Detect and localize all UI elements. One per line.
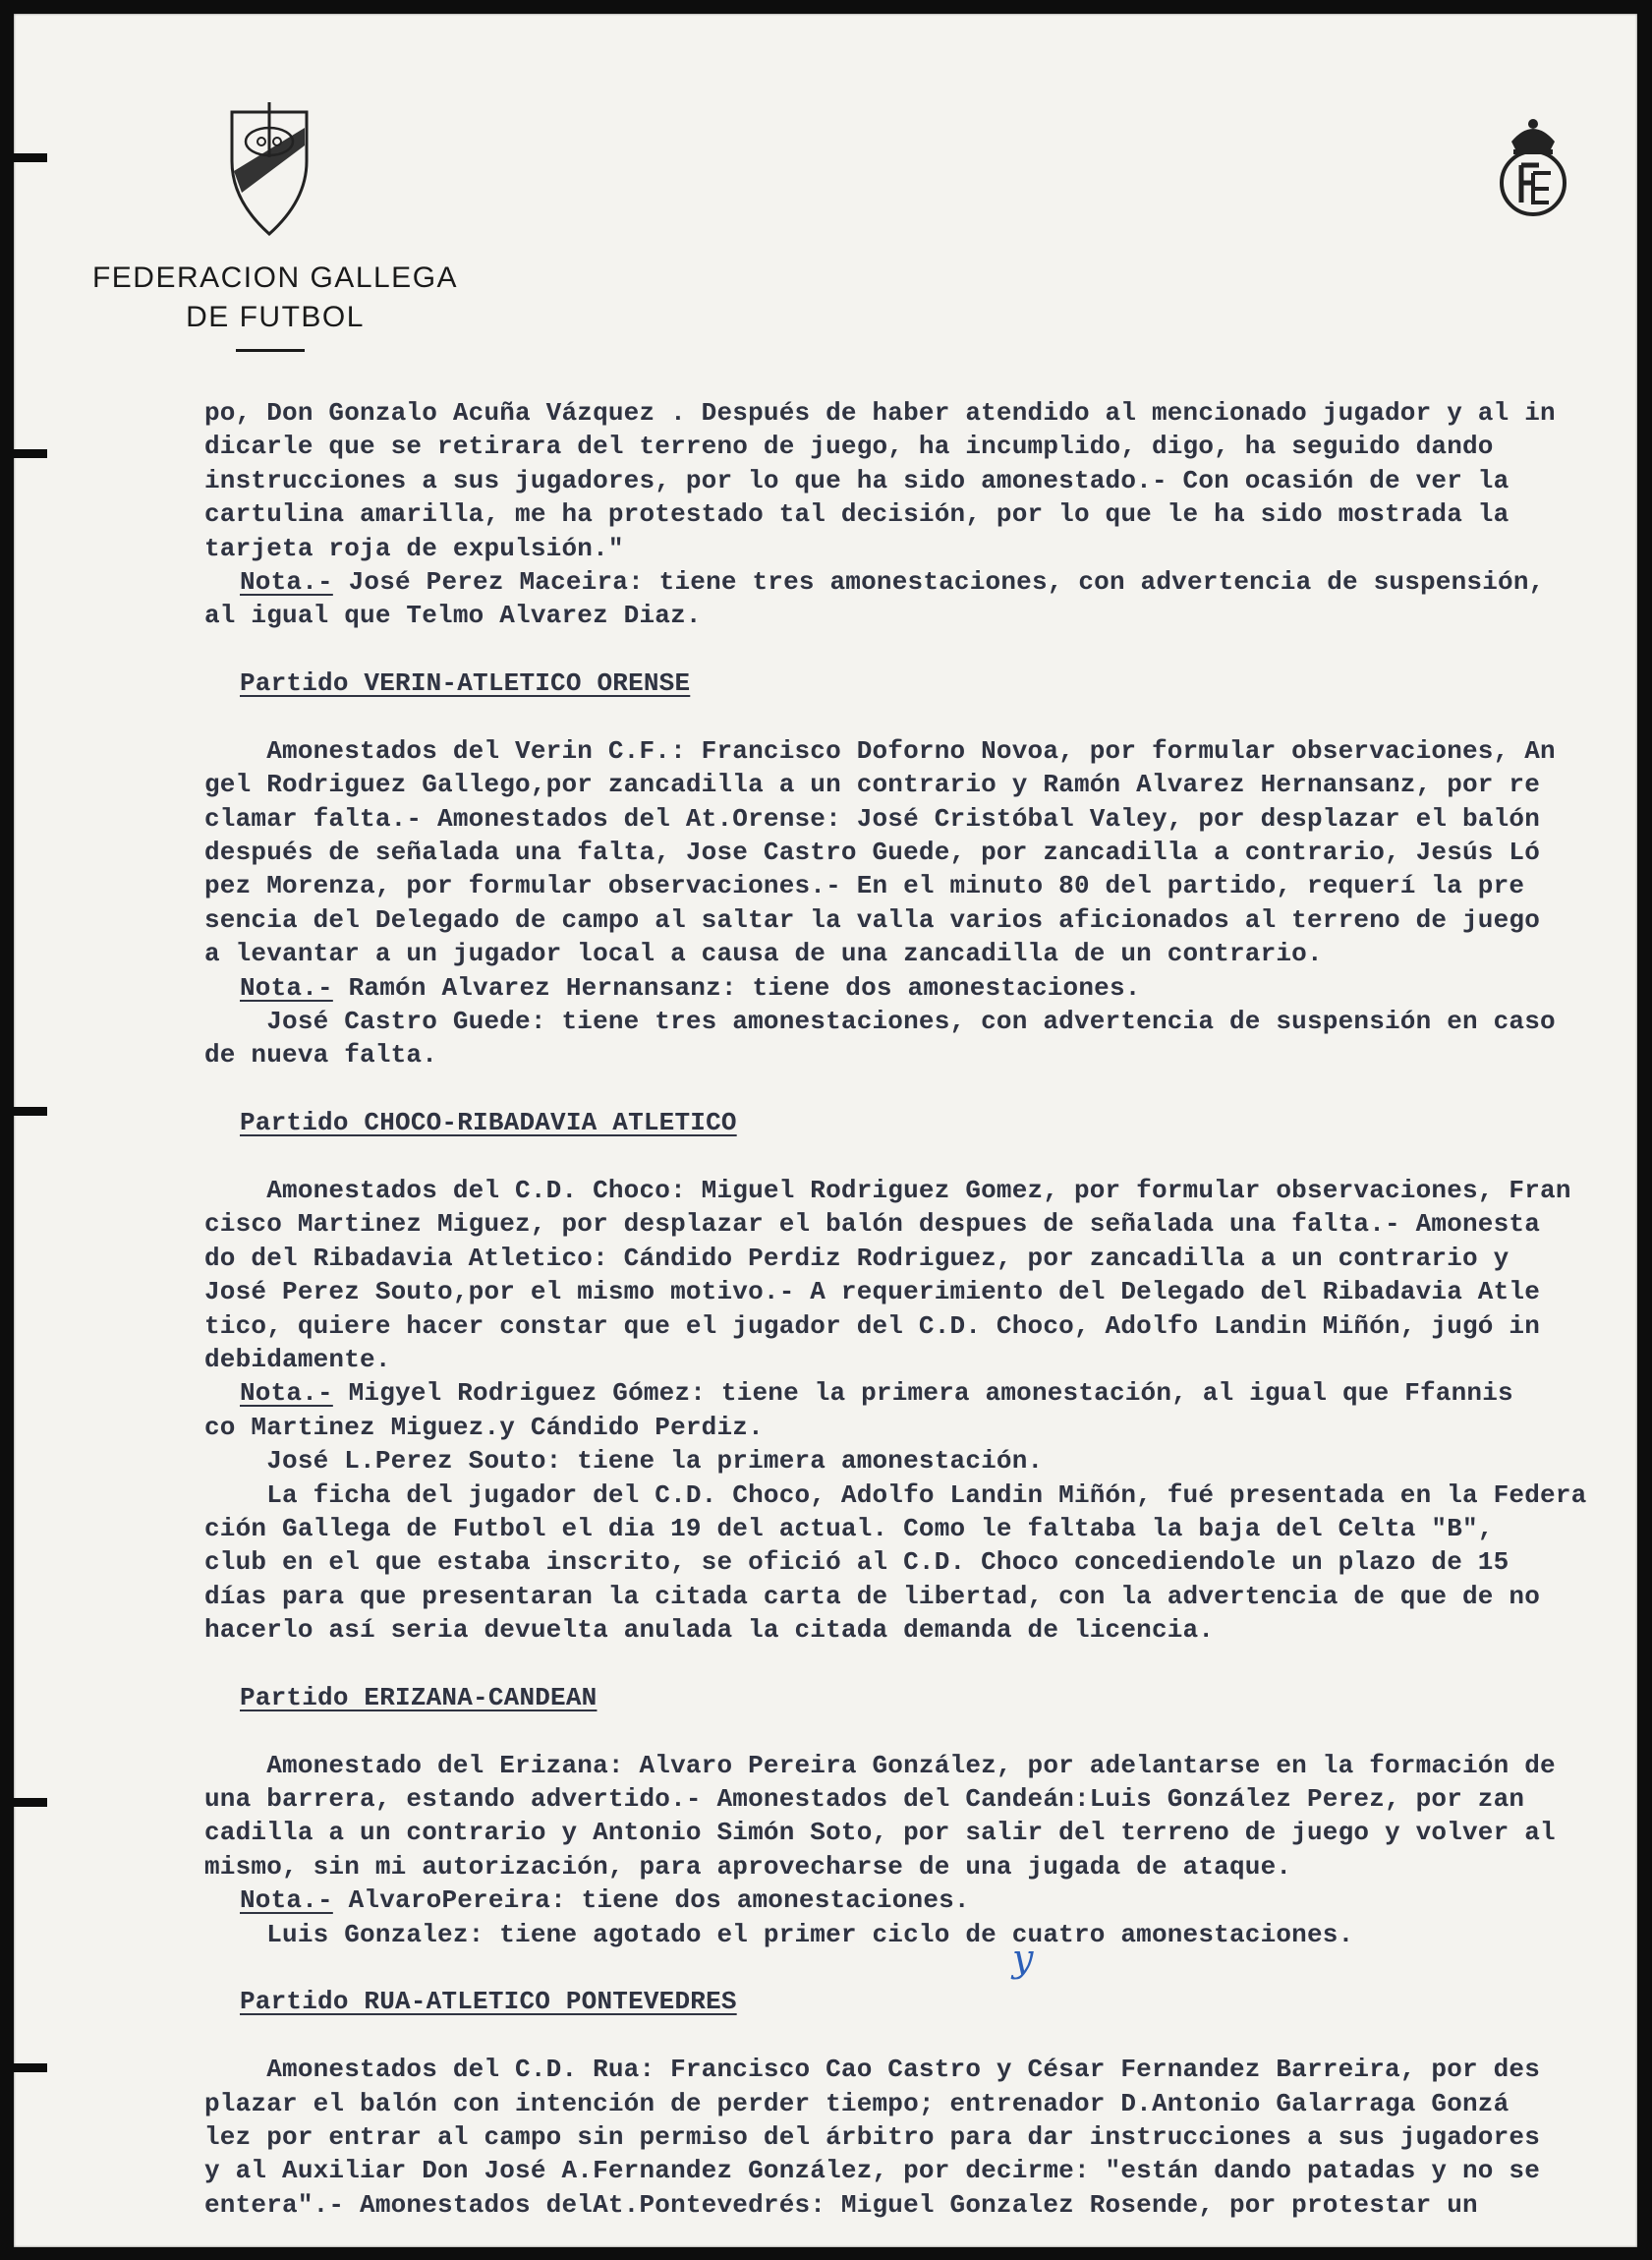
nota-text: AlvaroPereira: tiene dos amonestaciones. xyxy=(332,1885,970,1916)
punch-hole xyxy=(14,153,47,162)
text-line: Amonestados del C.D. Choco: Miguel Rodriguez Gomez, por formular observaciones, Fran xyxy=(204,1175,1571,1205)
text-line: cadilla a un contrario y Antonio Simón Soto, por salir del terreno de juego y volver al xyxy=(204,1818,1556,1848)
nota-line xyxy=(204,971,1600,1005)
text-line: La ficha del jugador del C.D. Choco, Adolfo Landin Miñón, fué presentada en la Federa xyxy=(204,1479,1587,1510)
nota-label: Nota.- xyxy=(240,566,333,597)
text-line: debidamente. xyxy=(204,1344,391,1374)
text-line: sencia del Delegado de campo al saltar la valla varios aficionados al terreno de juego xyxy=(204,904,1541,935)
federation-name-line1: FEDERACION GALLEGA xyxy=(91,261,459,294)
text-line: cisco Martinez Miguez, por desplazar el balón despues de señalada una falta.- Amonesta xyxy=(204,1209,1541,1240)
nota-line xyxy=(204,1376,1600,1410)
punch-hole xyxy=(14,2063,47,2072)
text-line: clamar falta.- Amonestados del At.Orense: José Cristóbal Valey, por desplazar el balón xyxy=(204,803,1541,834)
punch-hole xyxy=(14,449,47,458)
text-line: Amonestados del Verin C.F.: Francisco Doforno Novoa, por formular observaciones, An xyxy=(204,735,1556,766)
text-line: gel Rodriguez Gallego,por zancadilla a un contrario y Ramón Alvarez Hernansanz, por re xyxy=(204,770,1541,800)
text-line: tarjeta roja de expulsión." xyxy=(204,533,624,563)
text-line: pez Morenza, por formular observaciones.- En el minuto 80 del partido, requerí la pre xyxy=(204,871,1525,901)
text-line: al igual que Telmo Alvarez Diaz. xyxy=(204,601,702,631)
section-heading: Partido VERIN-ATLETICO ORENSE xyxy=(240,668,691,699)
text-line: después de señalada una falta, Jose Castro Guede, por zancadilla a contrario, Jesús Ló xyxy=(204,838,1541,868)
text-line: instrucciones a sus jugadores, por lo que ha sido amonestado.- Con ocasión de ver la xyxy=(204,465,1510,495)
intro-paragraph xyxy=(204,396,1600,633)
section-heading: Partido RUA-ATLETICO PONTEVEDRES xyxy=(240,1987,737,2017)
text-line: y al Auxiliar Don José A.Fernandez González, por decirme: "están dando patadas y no se xyxy=(204,2156,1541,2186)
punch-hole xyxy=(14,1107,47,1116)
nota-line xyxy=(204,1883,1600,1917)
royal-spanish-federation-emblem-icon xyxy=(1494,112,1572,222)
nota-label: Nota.- xyxy=(240,1885,333,1916)
text-line: plazar el balón con intención de perder tiempo; entrenador D.Antonio Galarraga Gonzá xyxy=(204,2088,1510,2118)
text-line: días para que presentaran la citada carta de libertad, con la advertencia de que de no xyxy=(204,1581,1541,1611)
nota-label: Nota.- xyxy=(240,1378,333,1409)
text-line: tico, quiere hacer constar que el jugador del C.D. Choco, Adolfo Landin Miñón, jugó in xyxy=(204,1310,1541,1341)
text-line: una barrera, estando advertido.- Amonestados del Candeán:Luis González Perez, por zan xyxy=(204,1784,1525,1815)
nota-text: Migyel Rodriguez Gómez: tiene la primera amonestación, al igual que Ffannis xyxy=(332,1378,1513,1409)
nota-label: Nota.- xyxy=(240,972,333,1003)
section-heading: Partido ERIZANA-CANDEAN xyxy=(240,1682,598,1712)
text-line: entera".- Amonestados delAt.Pontevedrés: Miguel Gonzalez Rosende, por protestar un xyxy=(204,2189,1478,2220)
text-line: Amonestados del C.D. Rua: Francisco Cao Castro y César Fernandez Barreira, por des xyxy=(204,2055,1541,2085)
nota-text: Ramón Alvarez Hernansanz: tiene dos amonestaciones. xyxy=(332,972,1141,1003)
text-line: José Castro Guede: tiene tres amonestaciones, con advertencia de suspensión en caso xyxy=(204,1007,1556,1037)
punch-hole xyxy=(14,1798,47,1807)
text-line: cartulina amarilla, me ha protestado tal decisión, por lo que le ha sido mostrada la xyxy=(204,499,1510,530)
nota-line xyxy=(204,565,1600,599)
galician-football-federation-crest-icon xyxy=(228,102,311,236)
text-line: Luis Gonzalez: tiene agotado el primer ciclo de cuatro amonestaciones. xyxy=(204,1919,1354,1949)
nota-text: José Perez Maceira: tiene tres amonestaciones, con advertencia de suspensión, xyxy=(332,566,1545,597)
header-rule xyxy=(236,349,305,352)
text-line: hacerlo así seria devuelta anulada la citada demanda de licencia. xyxy=(204,1615,1215,1646)
section-erizana-candean xyxy=(204,1681,1600,1951)
section-rua-pontevedres xyxy=(204,1985,1600,2222)
text-line: do del Ribadavia Atletico: Cándido Perdiz Rodriguez, por zancadilla a un contrario y xyxy=(204,1243,1510,1273)
text-line: de nueva falta. xyxy=(204,1040,438,1071)
text-line: ción Gallega de Futbol el dia 19 del actual. Como le faltaba la baja del Celta "B", xyxy=(204,1513,1494,1543)
text-line: lez por entrar al campo sin permiso del árbitro para dar instrucciones a sus jugadores xyxy=(204,2121,1541,2152)
text-line: Amonestado del Erizana: Alvaro Pereira González, por adelantarse en la formación de xyxy=(204,1750,1556,1780)
text-line: po, Don Gonzalo Acuña Vázquez . Después de haber atendido al mencionado jugador y al in xyxy=(204,398,1556,428)
text-line: José L.Perez Souto: tiene la primera amonestación. xyxy=(204,1446,1044,1477)
section-choco-ribadavia xyxy=(204,1106,1600,1647)
handwritten-correction: y xyxy=(1012,1937,1034,1980)
text-line: a levantar a un jugador local a causa de una zancadilla de un contrario. xyxy=(204,939,1323,969)
section-heading: Partido CHOCO-RIBADAVIA ATLETICO xyxy=(240,1108,737,1138)
federation-name xyxy=(79,259,472,337)
federation-name-line2: DE FUTBOL xyxy=(186,301,365,333)
text-line: club en el que estaba inscrito, se ofició al C.D. Choco concediendole un plazo de 15 xyxy=(204,1547,1510,1578)
report-body xyxy=(204,396,1600,2222)
section-verin-atletico-orense xyxy=(204,666,1600,1072)
text-line: José Perez Souto,por el mismo motivo.- A requerimiento del Delegado del Ribadavia Atle xyxy=(204,1277,1541,1307)
text-line: co Martinez Miguez.y Cándido Perdiz. xyxy=(204,1412,764,1442)
text-line: mismo, sin mi autorización, para aprovecharse de una jugada de ataque. xyxy=(204,1851,1292,1882)
text-line: dicarle que se retirara del terreno de juego, ha incumplido, digo, ha seguido dando xyxy=(204,432,1494,462)
